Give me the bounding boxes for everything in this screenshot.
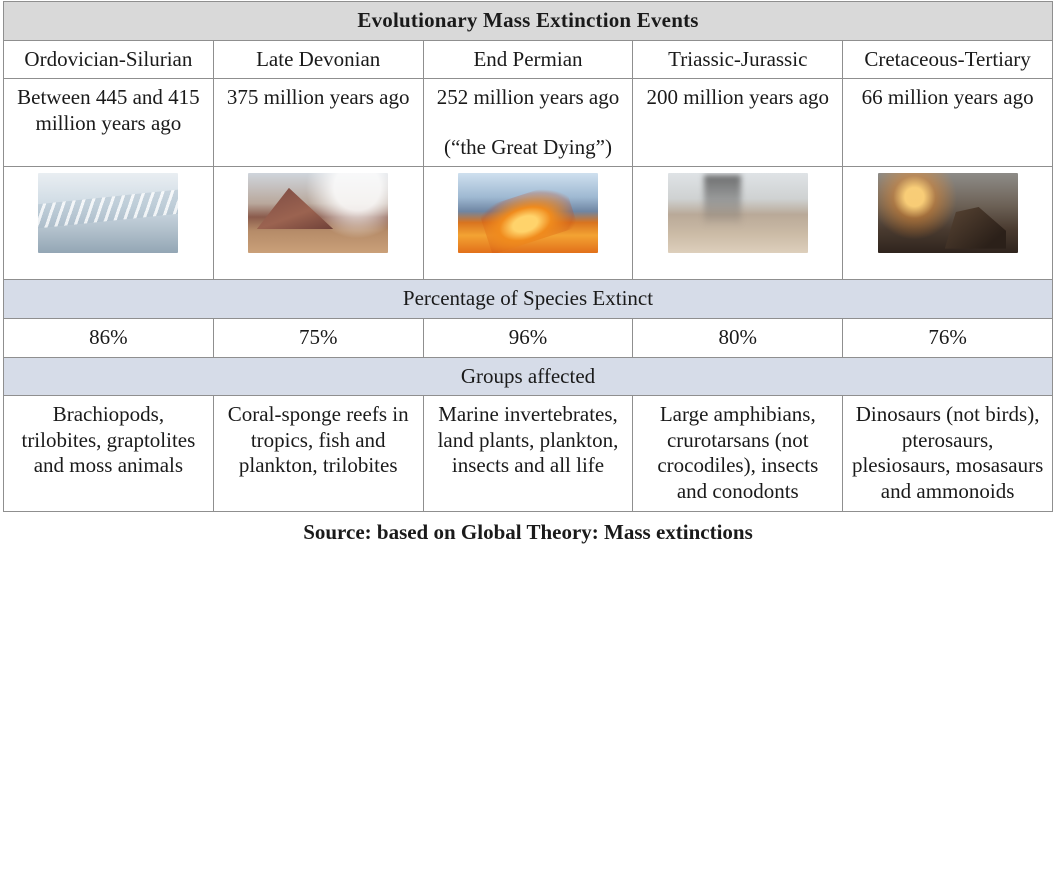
source-note: Source: based on Global Theory: Mass extinctions bbox=[303, 519, 753, 544]
percent-cell: 75% bbox=[213, 319, 423, 358]
era-name-cell: Ordovician-Silurian bbox=[4, 40, 214, 79]
era-date-text: 375 million years ago bbox=[226, 85, 410, 110]
era-name-cell: Late Devonian bbox=[213, 40, 423, 79]
era-image-cell bbox=[843, 167, 1053, 280]
era-date-text: 252 million years ago bbox=[436, 85, 620, 110]
era-date-subtext: (“the Great Dying”) bbox=[444, 134, 612, 159]
percentage-row bbox=[4, 319, 1053, 358]
groups-header-row bbox=[4, 357, 1053, 396]
page-title: Evolutionary Mass Extinction Events bbox=[4, 2, 1053, 41]
era-date-text: 200 million years ago bbox=[646, 85, 830, 110]
groups-cell: Large amphibians, crurotarsans (not crocodiles), insects and conodonts bbox=[633, 396, 843, 511]
era-date-text: 66 million years ago bbox=[861, 85, 1034, 110]
extinction-table-container bbox=[0, 1, 1056, 545]
era-name-cell: Triassic-Jurassic bbox=[633, 40, 843, 79]
percent-cell: 76% bbox=[843, 319, 1053, 358]
era-image-cell bbox=[4, 167, 214, 280]
groups-cell: Marine invertebrates, land plants, plankton, insects and all life bbox=[423, 396, 633, 511]
groups-cell: Brachiopods, trilobites, graptolites and moss animals bbox=[4, 396, 214, 511]
percentage-header-row bbox=[4, 280, 1053, 319]
era-date-row bbox=[4, 79, 1053, 167]
volcanic-barren-landscape-image bbox=[248, 173, 388, 253]
era-image-row bbox=[4, 167, 1053, 280]
percentage-section-header: Percentage of Species Extinct bbox=[4, 280, 1053, 319]
era-date-cell bbox=[633, 79, 843, 167]
groups-cell: Coral-sponge reefs in tropics, fish and plankton, trilobites bbox=[213, 396, 423, 511]
era-name-row bbox=[4, 40, 1053, 79]
era-image-cell bbox=[633, 167, 843, 280]
era-image-cell bbox=[213, 167, 423, 280]
percent-cell: 80% bbox=[633, 319, 843, 358]
era-name-cell: End Permian bbox=[423, 40, 633, 79]
era-name-cell: Cretaceous-Tertiary bbox=[843, 40, 1053, 79]
fiery-eruption-image bbox=[458, 173, 598, 253]
table-title-row bbox=[4, 2, 1053, 41]
groups-section-header: Groups affected bbox=[4, 357, 1053, 396]
era-date-text: Between 445 and 415 million years ago bbox=[17, 85, 200, 135]
era-image-cell bbox=[423, 167, 633, 280]
era-date-cell bbox=[4, 79, 214, 167]
groups-cell: Dinosaurs (not birds), pterosaurs, plesiosaurs, mosasaurs and ammonoids bbox=[843, 396, 1053, 511]
glacier-icy-landscape-image bbox=[38, 173, 178, 253]
era-date-cell bbox=[843, 79, 1053, 167]
groups-row bbox=[4, 396, 1053, 511]
percent-cell: 96% bbox=[423, 319, 633, 358]
arid-desert-with-smoke-image bbox=[668, 173, 808, 253]
asteroid-impact-dinosaur-image bbox=[878, 173, 1018, 253]
era-date-cell bbox=[213, 79, 423, 167]
evolutionary-mass-extinction-table bbox=[3, 1, 1053, 512]
percent-cell: 86% bbox=[4, 319, 214, 358]
era-date-cell bbox=[423, 79, 633, 167]
